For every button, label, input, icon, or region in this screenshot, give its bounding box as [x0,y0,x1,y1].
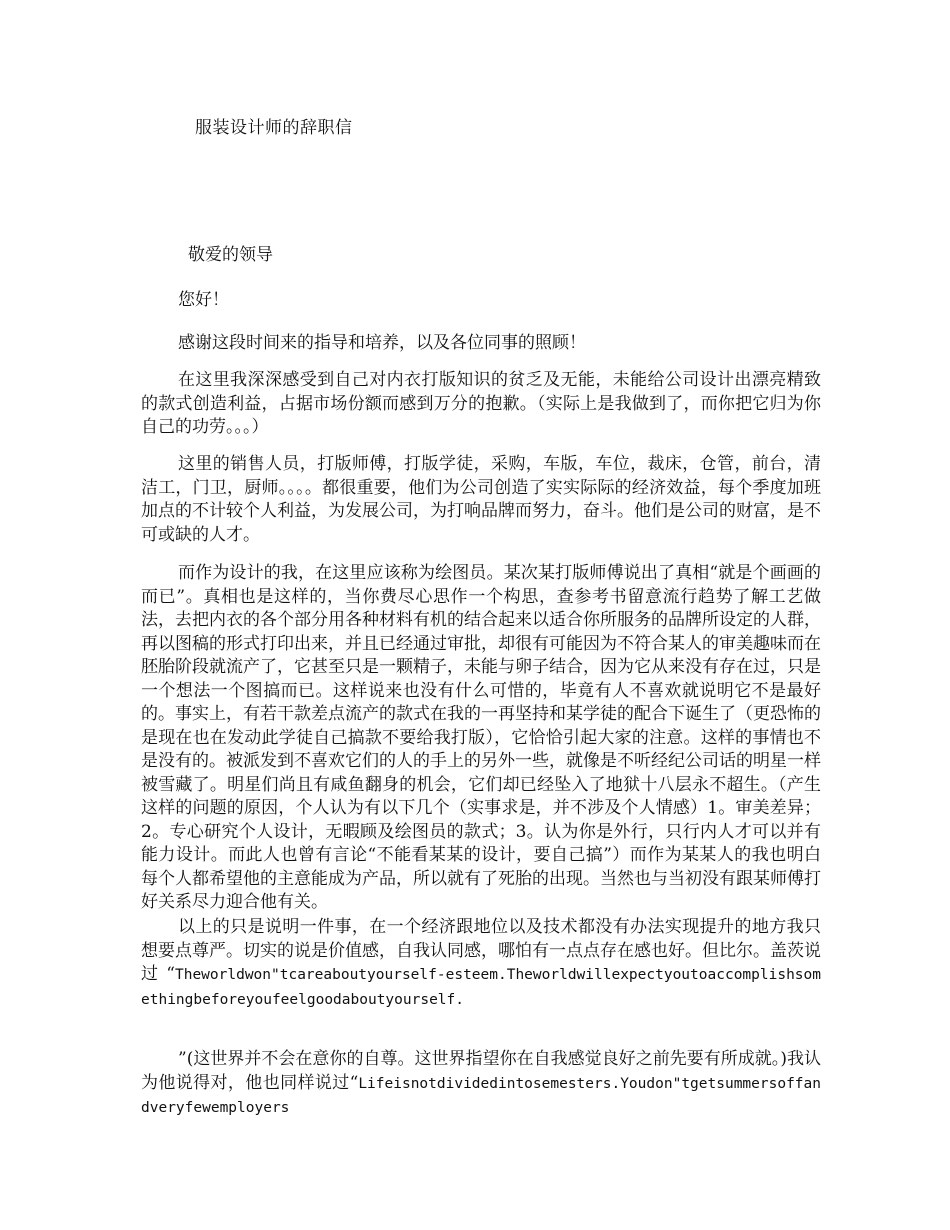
document-title: 服装设计师的辞职信 [195,118,353,138]
paragraph-quote-translation-text: ”(这世界并不会在意你的自尊。这世界指望你在自我感觉良好之前先要有所成就。)我认为他说得对，他也同样说过“ [141,1049,821,1093]
thanks-line: 感谢这段时间来的指导和培养，以及各位同事的照顾！ [178,333,586,353]
quote-self-esteem: Theworldwon"tcareaboutyourself-esteem.Theworldwillexpectyoutoaccomplishsomethingbeforeyoufeelgoodaboutyourself. [141,967,821,1008]
paragraph-colleagues: 这里的销售人员，打版师傅，打版学徒，采购，车版，车位，裁床，仓管，前台，清洁工，门卫，厨师。。。。都很重要，他们为公司创造了实实际际的经济效益，每个季度加班加点的不计较个人利益，为发展公司，为打响品牌而努力，奋斗。他们是公司的财富，是不可或缺的人才。 [141,454,821,545]
greeting: 您好！ [178,290,229,310]
paragraph-dignity [141,916,821,1012]
paragraph-designer-role: 而作为设计的我，在这里应该称为绘图员。某次某打版师傅说出了真相“就是个画画的而已”。真相也是这样的，当你费尽心思作一个构思，查参考书留意流行趋势了解工艺做法，去把内衣的各个部分用各种材料有机的结合起来以适合你所服务的品牌所设定的人群，再以图稿的形式打印出来，并且已经通过审批，却很有可能因为不符合某人的审美趣味而在胚胎阶段就流产了，它甚至只是一颗精子，未能与卵子结合，因为它从来没有存在过，只是一个想法一个图搞而已。这样说来也没有什么可惜的，毕竟有人不喜欢就说明它不是最好的。事实上，有若干款差点流产的款式在我的一再坚持和某学徒的配合下诞生了（更恐怖的是现在也在发动此学徒自己搞款不要给我打版），它恰恰引起大家的注意。这样的事情也不是没有的。被派发到不喜欢它们的人的手上的另外一些，就像是不听经纪公司话的明星一样被雪藏了。明星们尚且有咸鱼翻身的机会，它们却已经坠入了地狱十八层永不超生。（产生这样的问题的原因，个人认为有以下几个（实事求是，并不涉及个人情感）1。审美差异；2。专心研究个人设计，无暇顾及绘图员的款式；3。认为你是外行，只行内人才可以并有能力设计。而此人也曾有言论“不能看某某的设计，要自己搞”）而作为某某人的我也明白每个人都希望他的主意能成为产品，所以就有了死胎的出现。当然也与当初没有跟某师傅打好关系尽力迎合他有关。 [141,563,821,912]
paragraph-dignity-text: 以上的只是说明一件事，在一个经济跟地位以及技术都没有办法实现提升的地方我只想要点尊严。切实的说是价值感，自我认同感，哪怕有一点点存在感也好。但比尔。盖茨说过“ [141,917,821,984]
paragraph-apology: 在这里我深深感受到自己对内衣打版知识的贫乏及无能，未能给公司设计出漂亮精致的款式创造利益，占据市场份额而感到万分的抱歉。（实际上是我做到了，而你把它归为你自己的功劳。。。） [141,370,821,437]
quote-semesters: Lifeisnotdividedintosemesters.Youdon"tgetsummersoffandveryfewemployers [141,1075,821,1116]
salutation: 敬爱的领导 [188,245,273,265]
paragraph-quote-translation [141,1048,821,1121]
